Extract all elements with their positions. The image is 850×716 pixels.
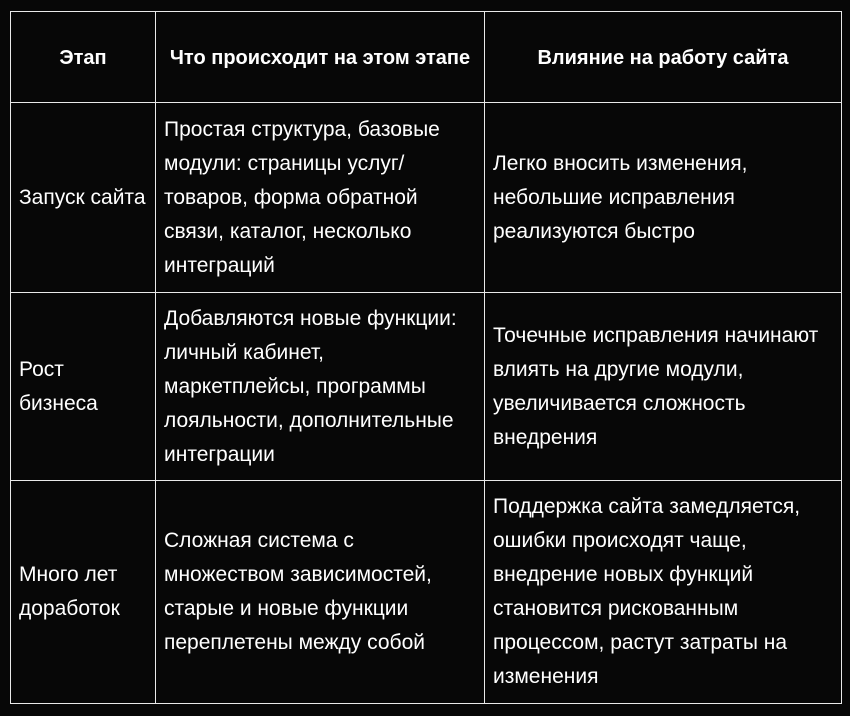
what-happens-text: Сложная система с множеством зависимостей, старые и новые функции переплетены между собой xyxy=(164,529,432,654)
stage-cell xyxy=(11,103,156,293)
header-stage: Этап xyxy=(11,12,156,103)
stage-label: Запуск сайта xyxy=(19,185,146,209)
stage-label: Рост бизнеса xyxy=(19,357,98,415)
impact-cell xyxy=(485,481,842,704)
impact-text: Точечные исправления начинают влиять на другие модули, увеличивается сложность внедрения xyxy=(493,323,819,449)
table-row xyxy=(11,103,842,293)
impact-cell xyxy=(485,293,842,481)
what-happens-cell xyxy=(156,293,485,481)
stages-table xyxy=(10,11,842,704)
stage-label: Много лет доработок xyxy=(19,563,120,620)
stage-cell xyxy=(11,481,156,704)
impact-text: Легко вносить изменения, небольшие исправления реализуются быстро xyxy=(493,151,748,243)
header-what-happens: Что происходит на этом этапе xyxy=(156,12,485,103)
impact-cell xyxy=(485,103,842,293)
header-impact: Влияние на работу сайта xyxy=(485,12,842,103)
table-header-row xyxy=(11,12,842,103)
impact-text: Поддержка сайта замедляется, ошибки происходят чаще, внедрение новых функций становится рискованным процессом, растут затраты на изменения xyxy=(493,495,801,688)
what-happens-cell xyxy=(156,481,485,704)
table-row xyxy=(11,293,842,481)
what-happens-cell xyxy=(156,103,485,293)
stage-cell xyxy=(11,293,156,481)
what-happens-text: Простая структура, базовые модули: страницы услуг/товаров, форма обратной связи, каталог, несколько интеграций xyxy=(164,117,440,277)
what-happens-text: Добавляются новые функции: личный кабинет, маркетплейсы, программы лояльности, дополнительные интеграции xyxy=(164,306,457,466)
table-row xyxy=(11,481,842,704)
